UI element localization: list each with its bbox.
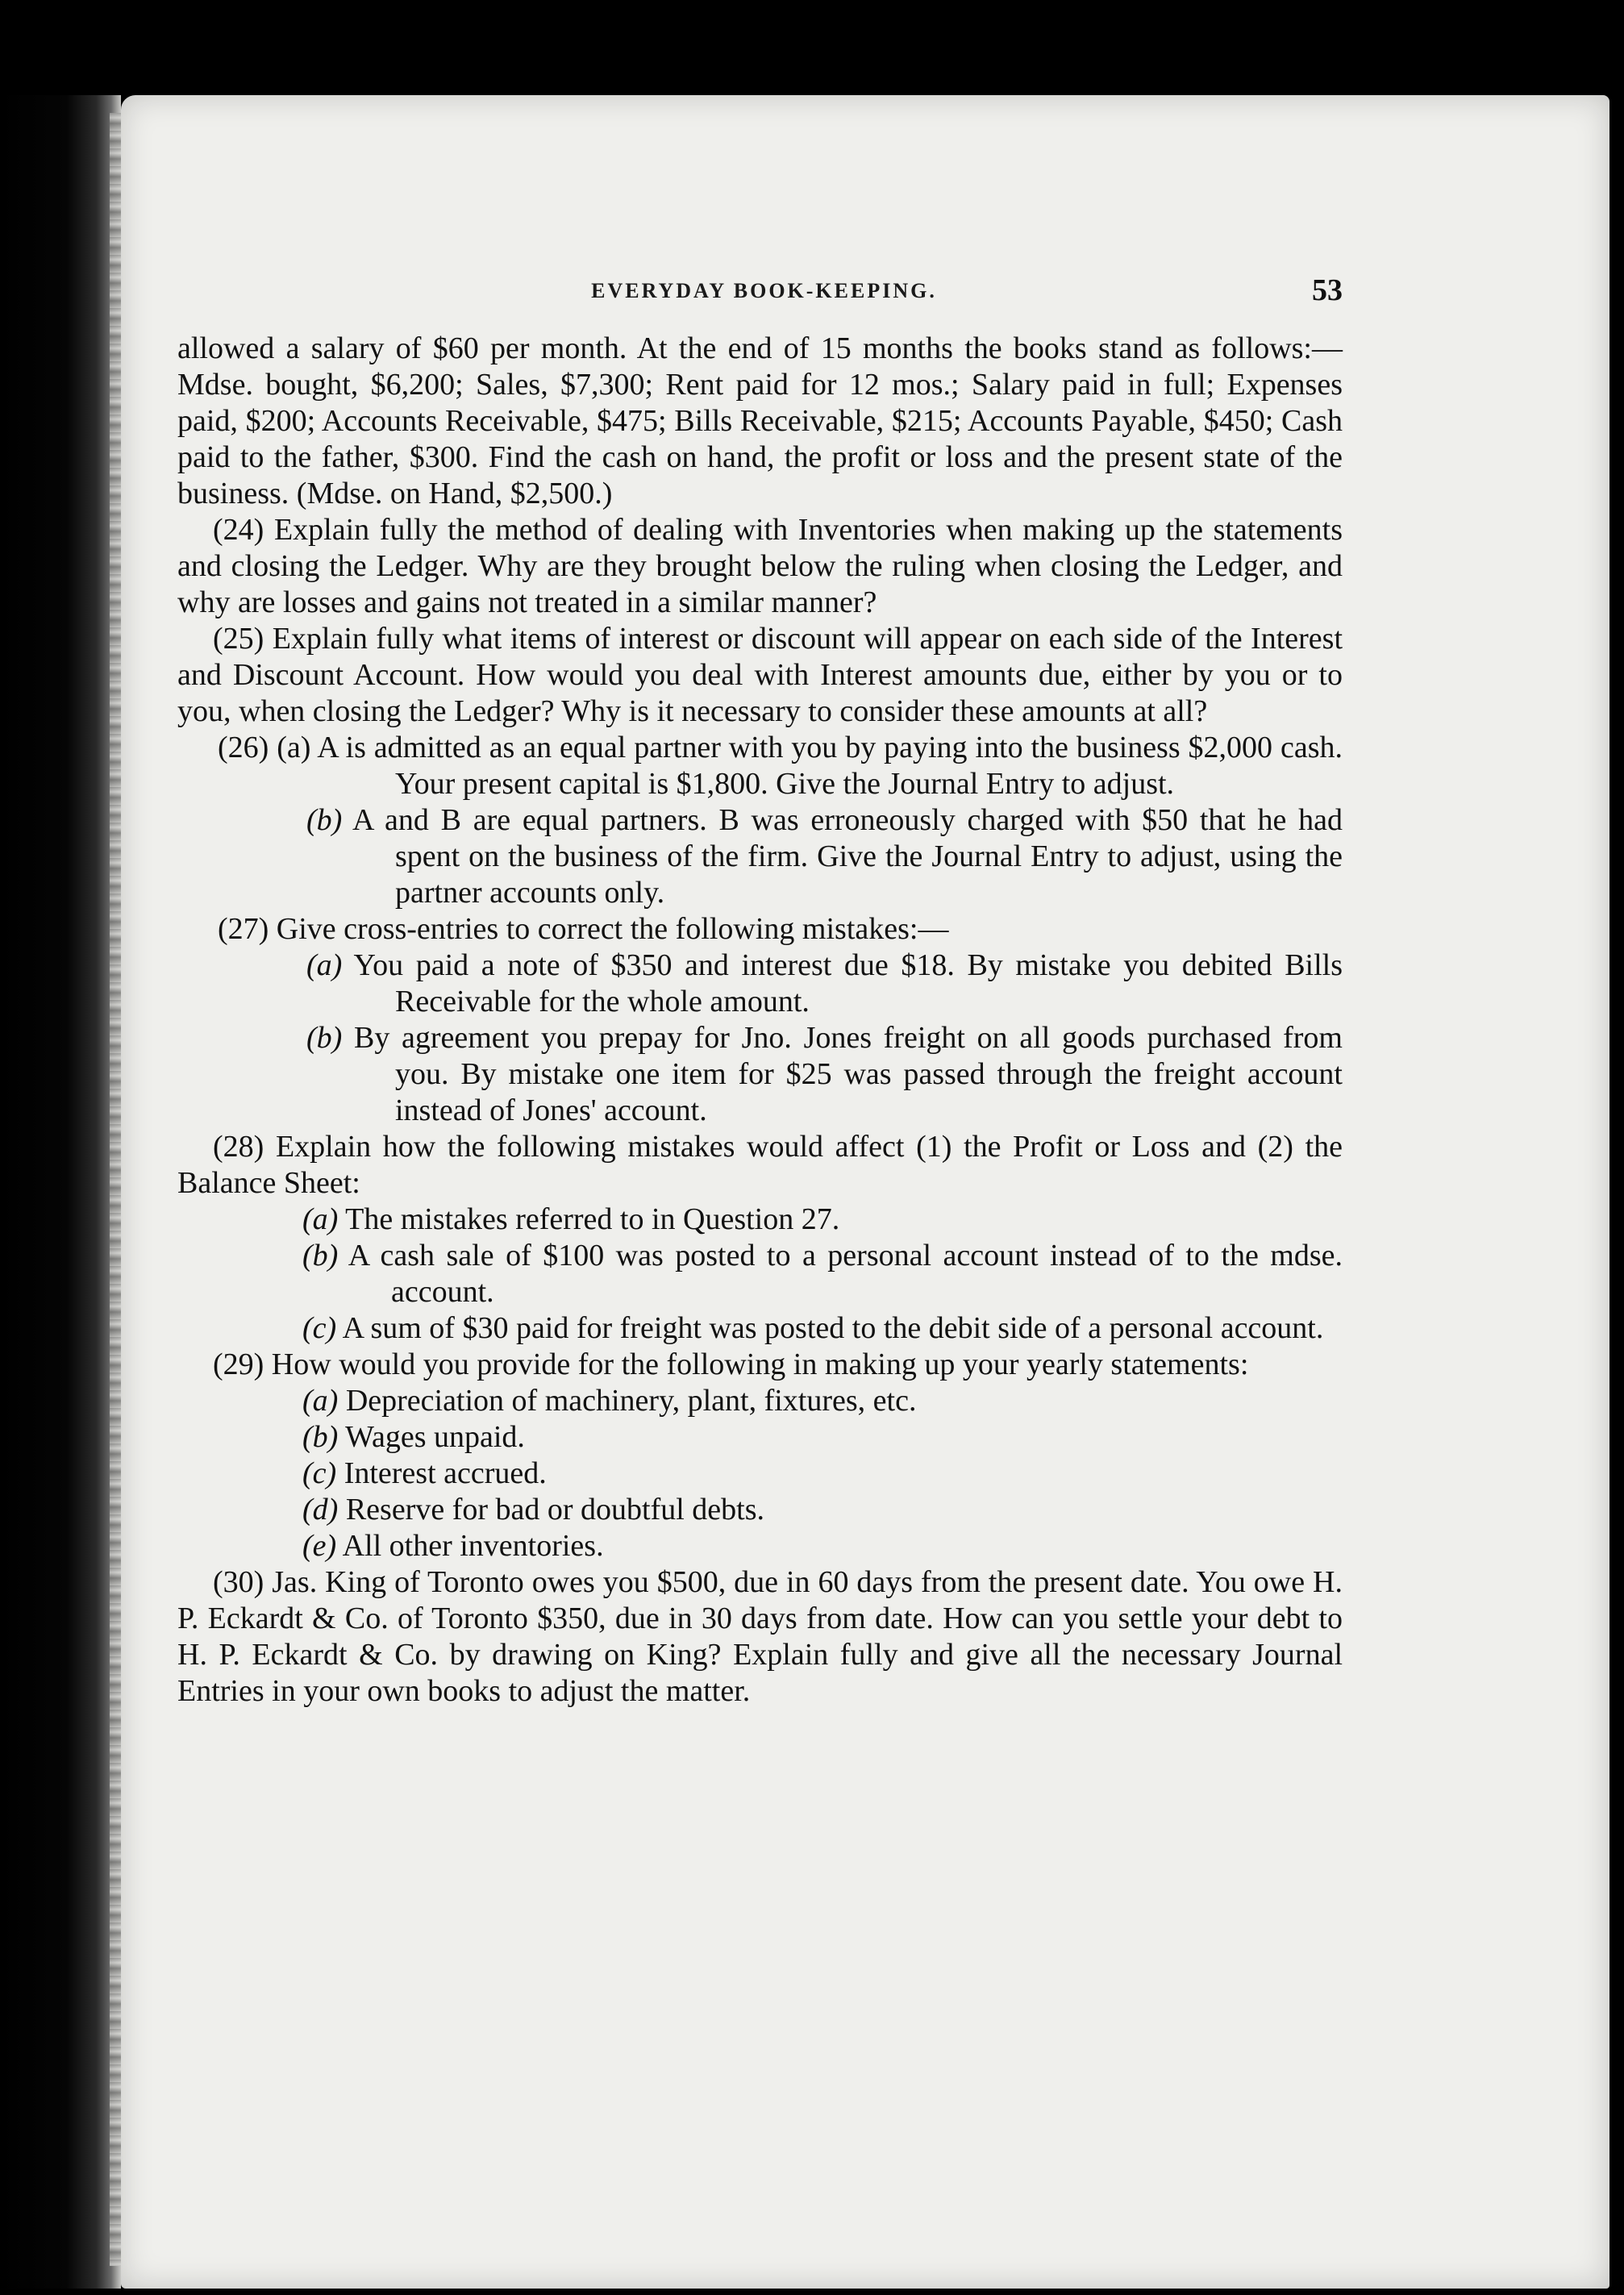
- sub-label-27b: (b): [306, 1021, 343, 1055]
- sub-label-29d: (d): [302, 1493, 339, 1527]
- question-29b-text: Wages unpaid.: [345, 1420, 525, 1454]
- question-28c: [177, 1310, 1343, 1347]
- question-26b-text: A and B are equal partners. B was erroneously charged with $50 that he had spent on the business of the firm. Give the Journal Entry to adjust, using the partner accounts only.: [352, 803, 1343, 910]
- sub-label-29e: (e): [302, 1529, 337, 1563]
- sub-label-27a: (a): [306, 948, 343, 982]
- question-28: (28) Explain how the following mistakes would affect (1) the Profit or Loss and (2) the Balance Sheet:: [177, 1130, 1343, 1200]
- question-29a: [177, 1383, 1343, 1419]
- question-26a: [177, 730, 1343, 802]
- page-edge-strip: [110, 113, 121, 2266]
- question-26b: [177, 802, 1343, 911]
- question-29: (29) How would you provide for the following in making up your yearly statements:: [213, 1347, 1249, 1381]
- question-27a: [177, 948, 1343, 1020]
- sub-label-26a: (a): [277, 731, 311, 764]
- sub-label-29c: (c): [302, 1456, 337, 1490]
- running-title: EVERYDAY BOOK-KEEPING.: [591, 279, 937, 302]
- sub-label-28c: (c): [302, 1311, 337, 1345]
- question-26-label: (26): [218, 731, 269, 764]
- book-spine-shadow: [0, 95, 121, 2289]
- question-27: (27) Give cross-entries to correct the following mistakes:—: [218, 912, 949, 946]
- question-29e-text: All other inventories.: [342, 1529, 604, 1563]
- question-29e: [177, 1528, 1343, 1564]
- question-27a-text: You paid a note of $350 and interest due $18. By mistake you debited Bills Receivable for the whole amount.: [353, 948, 1343, 1018]
- question-29d-text: Reserve for bad or doubtful debts.: [345, 1493, 765, 1527]
- sub-label-28b: (b): [302, 1239, 339, 1272]
- question-28c-text: A sum of $30 paid for freight was posted to the debit side of a personal account.: [342, 1311, 1324, 1345]
- question-27b: [177, 1020, 1343, 1129]
- sub-label-29a: (a): [302, 1384, 339, 1418]
- question-28a-text: The mistakes referred to in Question 27.: [345, 1202, 840, 1236]
- question-29d: [177, 1492, 1343, 1528]
- page-header: [185, 273, 1343, 305]
- question-29a-text: Depreciation of machinery, plant, fixtures, etc.: [345, 1384, 917, 1418]
- question-25: (25) Explain fully what items of interest or discount will appear on each side of the Interest and Discount Account. How would you deal with Interest amounts due, either by you or to you, when closing the Ledger? Why is it necessary to consider these amounts at all?: [177, 622, 1343, 728]
- question-28b: [177, 1238, 1343, 1310]
- sub-label-29b: (b): [302, 1420, 339, 1454]
- question-28a: [177, 1202, 1343, 1238]
- question-24: (24) Explain fully the method of dealing with Inventories when making up the statements and closing the Ledger. Why are they brought below the ruling when closing the Ledger, and why are losses and gains not treated in a similar manner?: [177, 513, 1343, 619]
- question-28b-text: A cash sale of $100 was posted to a personal account instead of to the mdse. account.: [348, 1239, 1343, 1309]
- page-number: 53: [1312, 273, 1343, 307]
- question-29c: [177, 1456, 1343, 1492]
- sub-label-28a: (a): [302, 1202, 339, 1236]
- sub-label-26b: (b): [306, 803, 343, 837]
- question-26a-text: A is admitted as an equal partner with you by paying into the business $2,000 cash. Your present capital is $1,800. Give the Journal Entry to adjust.: [317, 731, 1343, 801]
- question-29c-text: Interest accrued.: [344, 1456, 547, 1490]
- page-body: [177, 331, 1343, 1710]
- question-29b: [177, 1419, 1343, 1456]
- continued-paragraph: allowed a salary of $60 per month. At the end of 15 months the books stand as follows:—Mdse. bought, $6,200; Sales, $7,300; Rent paid for 12 mos.; Salary paid in full; Expenses paid, $200; Accounts Receivable, $475; Bills Receivable, $215; Accounts Payable, $450; Cash paid to the father, $300. Find the cash on hand, the profit or loss and the present state of the business. (Mdse. on Hand, $2,500.): [177, 331, 1343, 510]
- question-27b-text: By agreement you prepay for Jno. Jones freight on all goods purchased from you. By mistake one item for $25 was passed through the freight account instead of Jones' account.: [353, 1021, 1343, 1127]
- question-30: (30) Jas. King of Toronto owes you $500, due in 60 days from the present date. You owe H. P. Eckardt & Co. of Toronto $350, due in 30 days from date. How can you settle your debt to H. P. Eckardt & Co. by drawing on King? Explain fully and give all the necessary Journal Entries in your own books to adjust the matter.: [177, 1565, 1343, 1708]
